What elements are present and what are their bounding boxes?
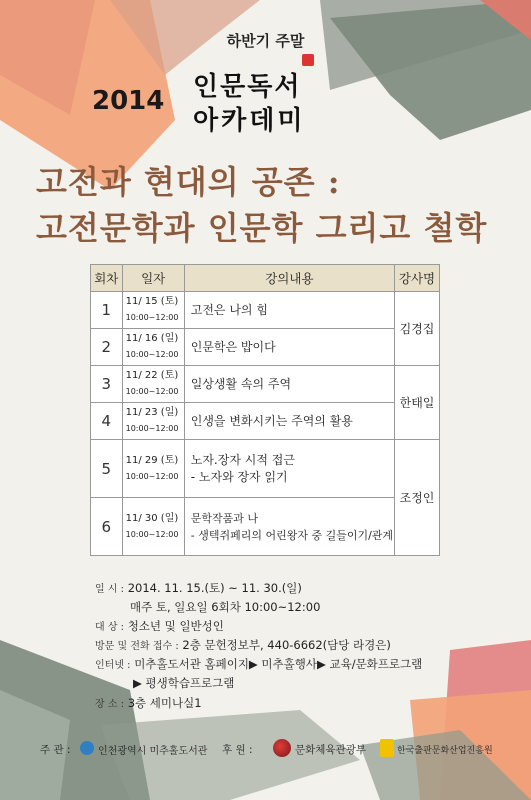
row-number: 6 [91,498,123,556]
row-date [122,498,184,556]
logo-title-line2: 아카데미 [193,106,306,136]
date-text: 11/ 23 (일) [125,407,179,418]
sponsor-ministry: 문화체육관광부 [295,744,367,756]
footer [0,728,531,774]
topic-line1: 노자.장자 시적 접근 [190,452,295,467]
main-title-line1: 고전과 현대의 공존 : [36,163,341,201]
row-topic [184,498,394,556]
table-row [91,498,440,556]
row-number: 1 [91,292,123,329]
row-date [122,440,184,498]
kpipa-logo-icon [380,739,394,757]
info-date-value: 2014. 11. 15.(토) ~ 11. 30.(일) [127,581,302,595]
date-text: 11/ 16 (일) [125,333,179,344]
row-date [122,292,184,329]
time-text: 10:00~12:00 [125,424,179,433]
info-date-detail: 매주 토, 일요일 6회차 10:00~12:00 [130,600,321,614]
header-content: 강의내용 [184,265,394,292]
ministry-logo-icon [273,739,291,757]
table-row [91,403,440,440]
date-text: 11/ 15 (토) [125,296,179,307]
row-date [122,329,184,366]
subtitle: 하반기 주말 [226,32,305,50]
topic-line1: 고전은 나의 힘 [190,302,268,317]
topic-line1: 인생을 변화시키는 주역의 활용 [190,413,353,428]
row-number: 4 [91,403,123,440]
table-header-row [91,265,440,292]
info-date [95,580,302,596]
sponsor-label: 후 원 : [222,744,253,756]
header-date: 일자 [122,265,184,292]
info-date-label: 일 시 : [95,584,125,595]
instructor-cell: 조정인 [395,440,440,556]
info-internet-detail: ▶ 평생학습프로그램 [133,676,235,690]
logo-title-line1: 인문독서 [193,72,302,102]
header-instructor: 강사명 [395,265,440,292]
year: 2014 [92,86,165,116]
info-internet-value: 미추홀도서관 홈페이지▶ 미추홀행사▶ 교육/문화프로그램 [134,657,423,671]
time-text: 10:00~12:00 [125,313,179,322]
row-number: 2 [91,329,123,366]
date-text: 11/ 22 (토) [125,370,179,381]
instructor-cell: 한태일 [395,366,440,440]
host-label: 주 관 : [40,744,71,756]
table-row [91,329,440,366]
info-target-value: 청소년 및 일반성인 [127,619,224,633]
row-topic [184,440,394,498]
table-row [91,292,440,329]
main-title-line2: 고전문학과 인문학 그리고 철학 [36,209,488,247]
table-row [91,366,440,403]
info-place [95,695,202,711]
topic-line1: 인문학은 밥이다 [190,339,276,354]
row-topic [184,292,394,329]
info-target-label: 대 상 : [95,622,125,633]
info-internet-label: 인터넷 : [95,660,131,671]
time-text: 10:00~12:00 [125,387,179,396]
row-number: 3 [91,366,123,403]
info-place-label: 장 소 : [95,699,125,710]
info-internet [95,656,422,672]
date-text: 11/ 29 (토) [125,454,179,466]
row-topic [184,403,394,440]
date-text: 11/ 30 (일) [125,512,179,524]
row-date [122,403,184,440]
row-date [122,366,184,403]
info-target [95,618,224,634]
incheon-logo-icon [80,741,94,755]
topic-line2: - 생텍쥐페리의 어린왕자 중 길들이기/관계 [190,528,394,542]
schedule-table [90,264,440,556]
header-round: 회차 [91,265,123,292]
row-topic [184,329,394,366]
row-number: 5 [91,440,123,498]
time-text: 10:00~12:00 [125,350,179,359]
info-place-value: 3층 세미나실1 [127,696,202,710]
time-text: 10:00~12:00 [125,529,179,539]
sponsor-kpipa: 한국출판문화산업진흥원 [397,746,493,756]
row-topic [184,366,394,403]
table-row [91,440,440,498]
red-seal-icon [302,54,314,66]
info-apply-value: 2층 문헌정보부, 440-6662(담당 라경은) [182,638,391,652]
topic-line1: 일상생활 속의 주역 [190,376,292,391]
topic-line1: 문학작품과 나 [190,511,258,525]
info-apply-label: 방문 및 전화 접수 : [95,641,179,652]
time-text: 10:00~12:00 [125,471,179,481]
instructor-cell: 김경집 [395,292,440,366]
topic-line2: - 노자와 장자 읽기 [190,469,288,484]
info-apply [95,637,391,653]
host-name: 인천광역시 미추홀도서관 [98,746,208,757]
